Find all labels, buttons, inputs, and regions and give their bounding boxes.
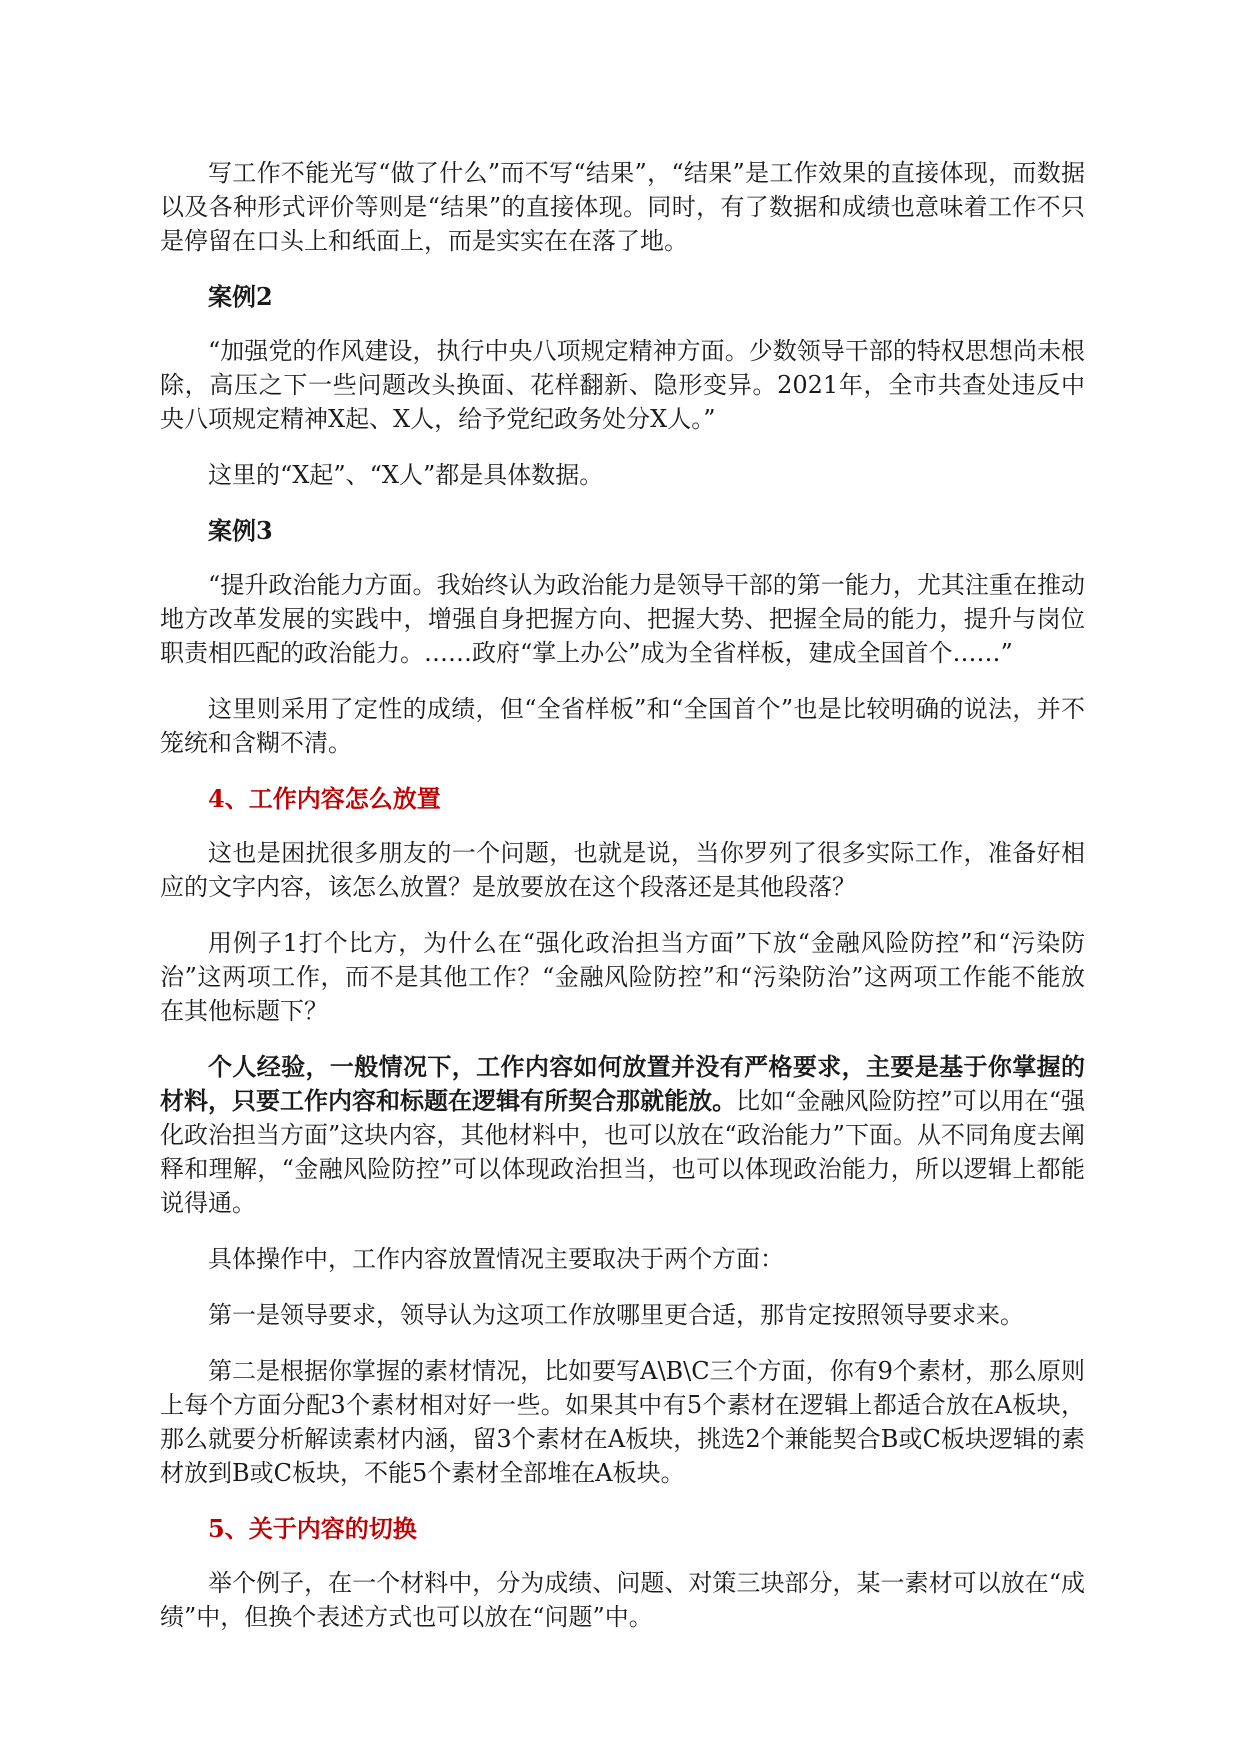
case-3-label: 案例3 bbox=[208, 516, 273, 545]
section-4-bold-lead: 个人经验，一般情况下，工作内容如何放置并没有严格要求，主要是基于你掌握的材料，只要工作内容和标题在逻辑有所契合那就能放。 bbox=[160, 1052, 1085, 1115]
section-4-paragraph-1: 这也是困扰很多朋友的一个问题，也就是说，当你罗列了很多实际工作，准备好相应的文字内容，该怎么放置？是放要放在这个段落还是其他段落？ bbox=[160, 839, 1085, 901]
section-4-paragraph-2: 用例子1打个比方，为什么在“强化政治担当方面”下放“金融风险防控”和“污染防治”这两项工作，而不是其他工作？“金融风险防控”和“污染防治”这两项工作能不能放在其他标题下？ bbox=[160, 929, 1085, 1025]
section-4-paragraph-5: 第一是领导要求，领导认为这项工作放哪里更合适，那肯定按照领导要求来。 bbox=[208, 1301, 1024, 1329]
document-page bbox=[160, 156, 1085, 1656]
case-3-quote: “提升政治能力方面。我始终认为政治能力是领导干部的第一能力，尤其注重在推动地方改革发展的实践中，增强自身把握方向、把握大势、把握全局的能力，提升与岗位职责相匹配的政治能力。……政府“掌上办公”成为全省样板，建成全国首个……” bbox=[160, 571, 1085, 667]
paragraph-intro: 写工作不能光写“做了什么”而不写“结果”，“结果”是工作效果的直接体现，而数据以及各种形式评价等则是“结果”的直接体现。同时，有了数据和成绩也意味着工作不只是停留在口头上和纸面上，而是实实在在落了地。 bbox=[160, 159, 1085, 255]
section-5-heading: 5、关于内容的切换 bbox=[208, 1514, 417, 1543]
case-3-note: 这里则采用了定性的成绩，但“全省样板”和“全国首个”也是比较明确的说法，并不笼统和含糊不清。 bbox=[160, 695, 1085, 757]
section-4-paragraph-3-rest: 比如“金融风险防控”可以用在“强化政治担当方面”这块内容，其他材料中，也可以放在“政治能力”下面。从不同角度去阐释和理解，“金融风险防控”可以体现政治担当，也可以体现政治能力，所以逻辑上都能说得通。 bbox=[160, 1087, 1086, 1217]
section-4-paragraph-6: 第二是根据你掌握的素材情况，比如要写A\B\C三个方面，你有9个素材，那么原则上每个方面分配3个素材相对好一些。如果其中有5个素材在逻辑上都适合放在A板块，那么就要分析解读素材内涵，留3个素材在A板块，挑选2个兼能契合B或C板块逻辑的素材放到B或C板块，不能5个素材全部堆在A板块。 bbox=[160, 1357, 1085, 1487]
section-4-paragraph-3 bbox=[160, 1050, 1085, 1220]
case-2-quote: “加强党的作风建设，执行中央八项规定精神方面。少数领导干部的特权思想尚未根除，高压之下一些问题改头换面、花样翻新、隐形变异。2021年，全市共查处违反中央八项规定精神X起、X人，给予党纪政务处分X人。” bbox=[160, 337, 1085, 433]
case-2-note: 这里的“X起”、“X人”都是具体数据。 bbox=[208, 461, 604, 489]
section-4-paragraph-4: 具体操作中，工作内容放置情况主要取决于两个方面： bbox=[208, 1245, 784, 1273]
section-4-heading: 4、工作内容怎么放置 bbox=[208, 784, 441, 813]
section-5-paragraph-1: 举个例子，在一个材料中，分为成绩、问题、对策三块部分，某一素材可以放在“成绩”中，但换个表述方式也可以放在“问题”中。 bbox=[160, 1569, 1085, 1631]
case-2-label: 案例2 bbox=[208, 282, 273, 311]
